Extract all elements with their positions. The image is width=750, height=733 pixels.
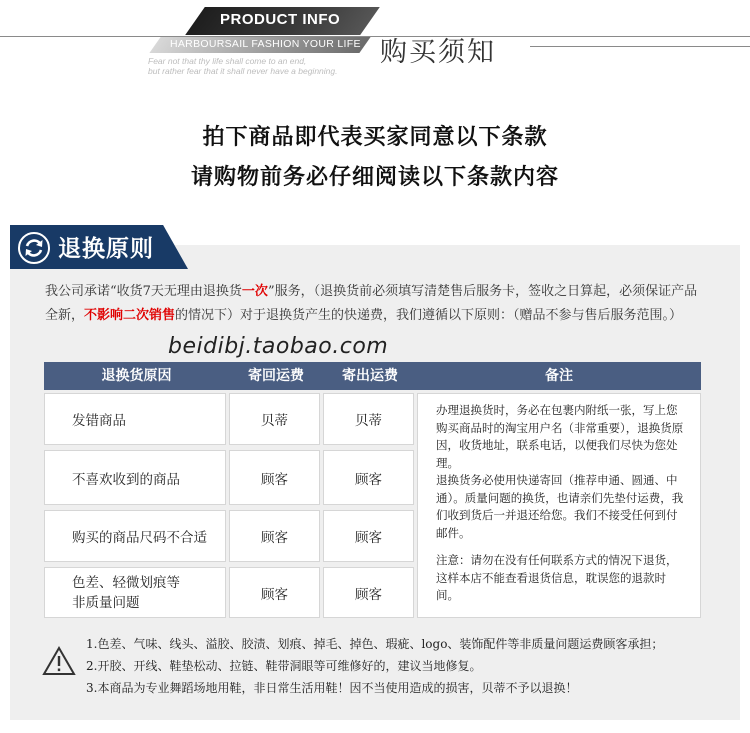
policy-text-3: 的情况下）对于退换货产生的快递费，我们遵循以下原则：（赠品不参与售后服务范围。） bbox=[175, 308, 683, 323]
slogan-line-2: but rather fear that it shall never have a beginning. bbox=[148, 66, 338, 76]
table-row-reason: 购买的商品尺码不合适 bbox=[44, 510, 226, 562]
table-row-reason bbox=[44, 567, 226, 618]
note-paragraph-1: 办理退换货时，务必在包裹内附纸一张，写上您购买商品时的淘宝用户名（非常重要），退换货原因，收货地址，联系电话，以便我们尽快为您处理。 bbox=[436, 403, 684, 470]
brand-line: HARBOURSAIL FASHION YOUR LIFE bbox=[170, 38, 361, 50]
table-row-send-fee: 贝蒂 bbox=[323, 393, 414, 445]
policy-text-1: 我公司承诺“收货7天无理由退换货 bbox=[45, 284, 242, 299]
table-row-return-fee: 顾客 bbox=[229, 510, 320, 562]
slogan-line-1: Fear not that thy life shall come to an end, bbox=[148, 56, 307, 66]
warning-item: 1.色差、气味、线头、溢胶、胶渍、划痕、掉毛、掉色、瑕疵、logo、装饰配件等非质量问题运费顾客承担； bbox=[86, 637, 664, 651]
shop-watermark: beidibj.taobao.com bbox=[168, 334, 389, 359]
table-row-return-fee: 顾客 bbox=[229, 450, 320, 505]
col-header-note: 备注 bbox=[545, 368, 573, 384]
warning-list bbox=[86, 633, 726, 699]
warning-item: 2.开胶、开线、鞋垫松动、拉链、鞋带洞眼等可维修好的，建议当地修复。 bbox=[86, 659, 482, 673]
reason-line-2: 非质量问题 bbox=[72, 594, 140, 611]
note-cell bbox=[417, 393, 701, 618]
note-paragraph-2: 退换货务必使用快递寄回（推荐申通、圆通、中通）。质量问题的换货，也请亲们先垫付运费，我们收到货后一并退还给您。我们不接受任何到付邮件。 bbox=[436, 473, 684, 540]
intro-line-2: 请购物前务必仔细阅读以下条款内容 bbox=[190, 164, 559, 190]
product-info-label: PRODUCT INFO bbox=[220, 11, 341, 28]
warning-item: 3.本商品为专业舞蹈场地用鞋，非日常生活用鞋！因不当使用造成的损害，贝蒂不予以退换！ bbox=[86, 681, 578, 695]
col-header-return-fee: 寄回运费 bbox=[248, 368, 304, 384]
section-title: 退换原则 bbox=[58, 236, 154, 262]
policy-highlight-1: 一次 bbox=[241, 284, 268, 299]
table-row-reason: 不喜欢收到的商品 bbox=[44, 450, 226, 505]
warning-icon bbox=[42, 646, 76, 676]
table-row-send-fee: 顾客 bbox=[323, 450, 414, 505]
policy-text-2: ”服务，（退换货前必须填写清楚售后服务卡，签收之日算起，必须保证产品全新， bbox=[45, 284, 698, 323]
table-row-reason: 发错商品 bbox=[44, 393, 226, 445]
col-header-reason: 退换货原因 bbox=[101, 368, 172, 384]
policy-paragraph bbox=[45, 280, 705, 328]
header-divider bbox=[0, 36, 750, 37]
refresh-icon bbox=[18, 232, 50, 264]
table-header bbox=[44, 362, 701, 390]
table-row-return-fee: 贝蒂 bbox=[229, 393, 320, 445]
table-row-send-fee: 顾客 bbox=[323, 567, 414, 618]
page-title: 购买须知 bbox=[380, 37, 496, 68]
table-row-return-fee: 顾客 bbox=[229, 567, 320, 618]
table-row-send-fee: 顾客 bbox=[323, 510, 414, 562]
col-header-send-fee: 寄出运费 bbox=[342, 368, 398, 384]
note-gap bbox=[436, 542, 688, 552]
note-paragraph-3: 注意：请勿在没有任何联系方式的情况下退货，这样本店不能查看退货信息，耽误您的退款时间。 bbox=[436, 553, 678, 602]
intro-line-1: 拍下商品即代表买家同意以下条款 bbox=[202, 124, 548, 150]
policy-highlight-2: 不影响二次销售 bbox=[84, 308, 176, 323]
page-header bbox=[0, 0, 750, 90]
header-divider-right bbox=[530, 46, 750, 47]
reason-line-1: 色差、轻微划痕等 bbox=[72, 574, 180, 591]
